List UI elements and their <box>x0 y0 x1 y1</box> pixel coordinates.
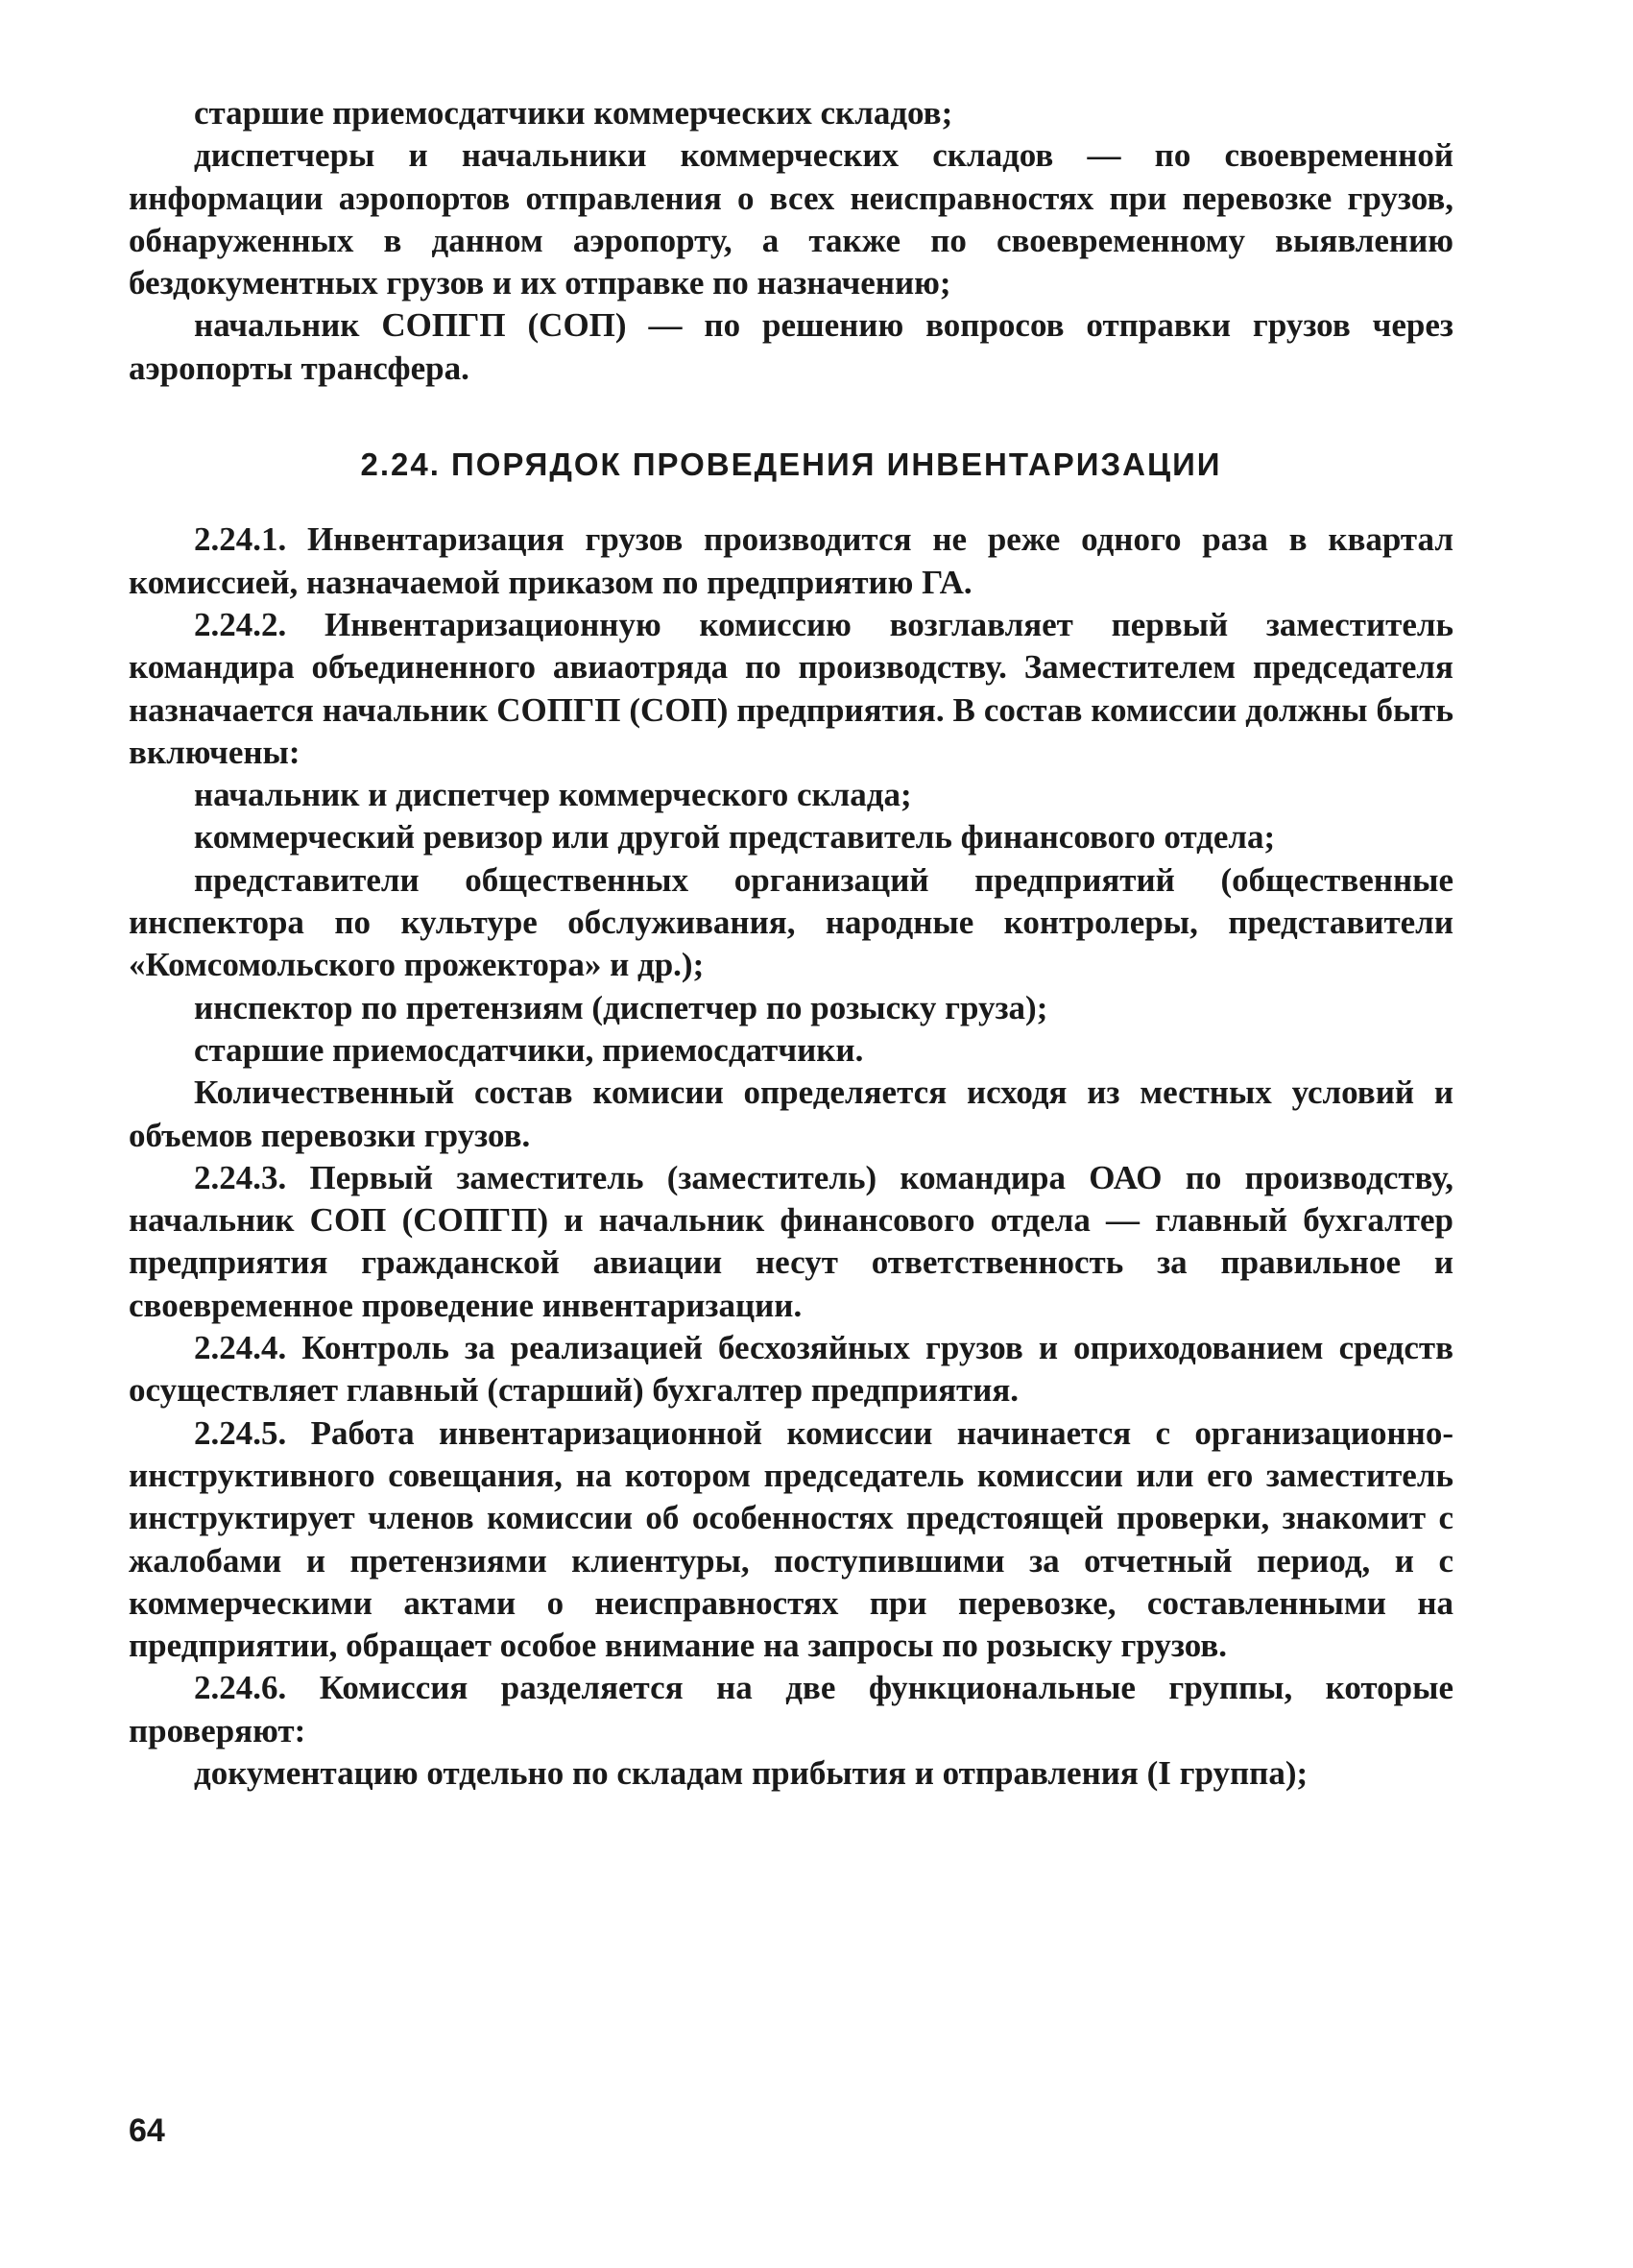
paragraph: 2.24.3. Первый заместитель (заместитель) командира ОАО по производству, начальник СОП (СОПГП) и начальник финансового отдела — главный бухгалтер предприятия гражданской авиации несут ответственность за правильное и своевременное проведение инвентаризации. <box>129 1158 1453 1324</box>
list-item: инспектор по претензиям (диспетчер по розыску груза); <box>194 988 1048 1026</box>
list-item: старшие приемосдатчики, приемосдатчики. <box>194 1030 864 1069</box>
paragraph: 2.24.2. Инвентаризационную комиссию возглавляет первый заместитель командира объединенного авиаотряда по производству. Заместителем председателя назначается начальник СОПГП (СОП) предприятия. В состав комиссии должны быть включены: <box>129 605 1453 771</box>
list-item: начальник и диспетчер коммерческого склада; <box>194 776 912 814</box>
paragraph: Количественный состав комисии определяется исходя из местных условий и объемов перевозки грузов. <box>129 1074 1453 1154</box>
list-item: коммерческий ревизор или другой представитель финансового отдела; <box>194 818 1276 857</box>
paragraph: начальник СОПГП (СОП) — по решению вопросов отправки грузов через аэропорты трансфера. <box>129 306 1453 387</box>
page-body <box>129 92 1453 1795</box>
paragraph: диспетчеры и начальники коммерческих складов — по своевременной информации аэропортов отправления о всех неисправностях при перевозке грузов, обнаруженных в данном аэропорту, а также по своевременному выявлению бездокументных грузов и их отправке по назначению; <box>129 136 1453 302</box>
list-item: документацию отдельно по складам прибытия и отправления (I группа); <box>194 1753 1309 1792</box>
paragraph: 2.24.1. Инвентаризация грузов производится не реже одного раза в квартал комиссией, назначаемой приказом по предприятию ГА. <box>129 520 1453 601</box>
section-heading: 2.24. ПОРЯДОК ПРОВЕДЕНИЯ ИНВЕНТАРИЗАЦИИ <box>360 446 1222 483</box>
paragraph: 2.24.4. Контроль за реализацией бесхозяйных грузов и оприходованием средств осуществляет главный (старший) бухгалтер предприятия. <box>129 1329 1453 1410</box>
paragraph: 2.24.5. Работа инвентаризационной комиссии начинается с организационно-инструктивного совещания, на котором председатель комиссии или его заместитель инструктирует членов комиссии об особенностях предстоящей проверки, знакомит с жалобами и претензиями клиентуры, поступившими за отчетный период, и с коммерческими актами о неисправностях при перевозке, составленными на предприятии, обращает особое внимание на запросы по розыску грузов. <box>129 1413 1453 1665</box>
page-number: 64 <box>129 2112 165 2149</box>
paragraph: 2.24.6. Комиссия разделяется на две функциональные группы, которые проверяют: <box>129 1669 1453 1749</box>
paragraph: старшие приемосдатчики коммерческих складов; <box>194 94 953 132</box>
list-item: представители общественных организаций предприятий (общественные инспектора по культуре обслуживания, народные контролеры, представители «Комсомольского прожектора» и др.); <box>129 860 1453 984</box>
